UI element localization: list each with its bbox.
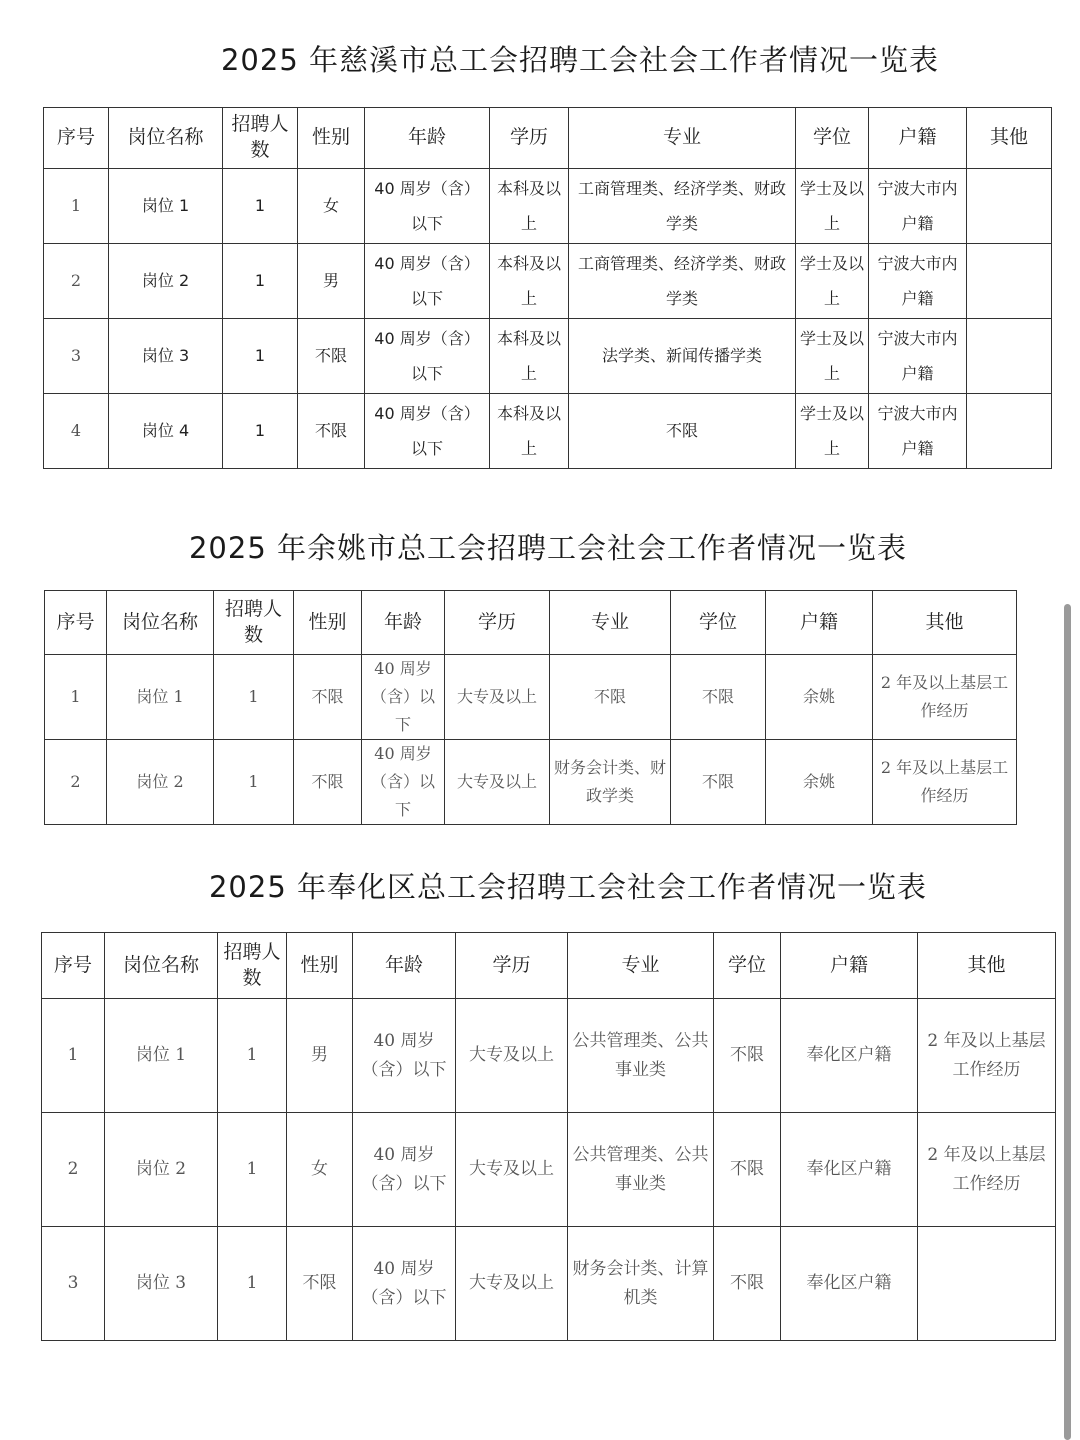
table-cell: 余姚 <box>766 655 873 740</box>
header-cell: 户籍 <box>766 591 873 655</box>
table-cell: 40 周岁（含）以下 <box>365 319 490 394</box>
table-cell: 2 年及以上基层工作经历 <box>918 1113 1056 1227</box>
table-cell: 工商管理类、经济学类、财政学类 <box>569 244 796 319</box>
table-cell: 宁波大市内户籍 <box>869 244 967 319</box>
table-cell: 1 <box>223 169 298 244</box>
table-row <box>44 244 1052 319</box>
table-row <box>42 1113 1056 1227</box>
header-cell: 序号 <box>44 108 109 169</box>
table-cell: 40 周岁（含）以下 <box>362 740 445 825</box>
header-cell: 性别 <box>287 933 353 999</box>
header-cell: 学历 <box>445 591 550 655</box>
header-cell: 学位 <box>714 933 781 999</box>
table-cell <box>967 169 1052 244</box>
table-cell: 大专及以上 <box>445 655 550 740</box>
table-cell: 1 <box>44 169 109 244</box>
table-cell: 公共管理类、公共事业类 <box>568 1113 714 1227</box>
table-cell: 财务会计类、财政学类 <box>550 740 671 825</box>
header-cell: 性别 <box>294 591 362 655</box>
table-header-row <box>44 108 1052 169</box>
table-cell: 40 周岁（含）以下 <box>353 999 456 1113</box>
header-cell: 学历 <box>456 933 568 999</box>
table-cell: 本科及以上 <box>490 244 569 319</box>
table-cell: 公共管理类、公共事业类 <box>568 999 714 1113</box>
vertical-scrollbar[interactable] <box>1064 604 1071 1440</box>
table-cell: 学士及以上 <box>796 244 869 319</box>
table-header-row <box>42 933 1056 999</box>
table-cell <box>967 319 1052 394</box>
table-cell: 岗位 1 <box>109 169 223 244</box>
table-cell: 2 <box>44 244 109 319</box>
table-title: 2025 年慈溪市总工会招聘工会社会工作者情况一览表 <box>220 43 940 77</box>
table-cell: 40 周岁（含）以下 <box>353 1113 456 1227</box>
table-cell: 3 <box>42 1227 105 1341</box>
table-cell: 40 周岁（含）以下 <box>362 655 445 740</box>
table-cell: 1 <box>218 1227 287 1341</box>
header-cell: 户籍 <box>869 108 967 169</box>
table-cell: 4 <box>44 394 109 469</box>
header-cell: 招聘人数 <box>214 591 294 655</box>
header-cell: 专业 <box>569 108 796 169</box>
recruitment-table <box>41 932 1056 1341</box>
table-cell: 法学类、新闻传播学类 <box>569 319 796 394</box>
header-cell: 其他 <box>873 591 1017 655</box>
header-cell: 岗位名称 <box>105 933 218 999</box>
table-cell: 1 <box>223 244 298 319</box>
header-cell: 序号 <box>42 933 105 999</box>
table-header-row <box>45 591 1017 655</box>
table-cell: 宁波大市内户籍 <box>869 169 967 244</box>
table-cell: 40 周岁（含）以下 <box>365 394 490 469</box>
table-cell: 不限 <box>714 1227 781 1341</box>
table-cell: 余姚 <box>766 740 873 825</box>
header-cell: 专业 <box>550 591 671 655</box>
table-cell: 不限 <box>714 1113 781 1227</box>
table-cell: 不限 <box>714 999 781 1113</box>
table-cell: 3 <box>44 319 109 394</box>
table-cell: 岗位 3 <box>109 319 223 394</box>
table-cell: 不限 <box>550 655 671 740</box>
header-cell: 学位 <box>796 108 869 169</box>
table-cell: 宁波大市内户籍 <box>869 319 967 394</box>
table-cell: 40 周岁（含）以下 <box>365 244 490 319</box>
table-cell: 岗位 1 <box>107 655 214 740</box>
table-cell: 岗位 3 <box>105 1227 218 1341</box>
table-row <box>44 394 1052 469</box>
header-cell: 户籍 <box>781 933 918 999</box>
table-cell: 大专及以上 <box>456 1113 568 1227</box>
table-cell: 学士及以上 <box>796 169 869 244</box>
table-cell: 岗位 2 <box>105 1113 218 1227</box>
table-title: 2025 年余姚市总工会招聘工会社会工作者情况一览表 <box>188 531 908 565</box>
table-cell: 本科及以上 <box>490 169 569 244</box>
table-cell: 奉化区户籍 <box>781 1113 918 1227</box>
header-cell: 学位 <box>671 591 766 655</box>
table-cell: 本科及以上 <box>490 394 569 469</box>
table-cell: 大专及以上 <box>445 740 550 825</box>
table-cell: 本科及以上 <box>490 319 569 394</box>
table-row <box>44 319 1052 394</box>
table-cell: 2 <box>45 740 107 825</box>
table-cell: 1 <box>223 319 298 394</box>
table-cell: 2 年及以上基层工作经历 <box>918 999 1056 1113</box>
table-cell: 1 <box>214 655 294 740</box>
table-cell: 2 年及以上基层工作经历 <box>873 655 1017 740</box>
table-row <box>44 169 1052 244</box>
header-cell: 专业 <box>568 933 714 999</box>
header-cell: 其他 <box>918 933 1056 999</box>
recruitment-table <box>44 590 1017 825</box>
table-row <box>42 1227 1056 1341</box>
table-title: 2025 年奉化区总工会招聘工会社会工作者情况一览表 <box>208 870 928 904</box>
header-cell: 学历 <box>490 108 569 169</box>
header-cell: 岗位名称 <box>109 108 223 169</box>
table-row <box>45 655 1017 740</box>
table-cell: 学士及以上 <box>796 319 869 394</box>
header-cell: 其他 <box>967 108 1052 169</box>
table-cell: 大专及以上 <box>456 999 568 1113</box>
table-row <box>45 740 1017 825</box>
table-cell <box>967 394 1052 469</box>
table-cell: 不限 <box>294 655 362 740</box>
table-cell: 2 年及以上基层工作经历 <box>873 740 1017 825</box>
table-cell: 工商管理类、经济学类、财政学类 <box>569 169 796 244</box>
table-row <box>42 999 1056 1113</box>
table-cell: 不限 <box>671 655 766 740</box>
table-cell: 1 <box>218 1113 287 1227</box>
table-cell: 岗位 2 <box>107 740 214 825</box>
table-cell: 岗位 2 <box>109 244 223 319</box>
table-cell: 2 <box>42 1113 105 1227</box>
table-cell: 岗位 4 <box>109 394 223 469</box>
header-cell: 序号 <box>45 591 107 655</box>
header-cell: 年龄 <box>365 108 490 169</box>
table-cell <box>967 244 1052 319</box>
table-cell: 奉化区户籍 <box>781 1227 918 1341</box>
table-cell: 大专及以上 <box>456 1227 568 1341</box>
header-cell: 年龄 <box>353 933 456 999</box>
table-cell: 宁波大市内户籍 <box>869 394 967 469</box>
table-cell: 不限 <box>294 740 362 825</box>
table-cell: 女 <box>298 169 365 244</box>
table-cell: 岗位 1 <box>105 999 218 1113</box>
header-cell: 招聘人数 <box>218 933 287 999</box>
header-cell: 年龄 <box>362 591 445 655</box>
table-cell: 财务会计类、计算机类 <box>568 1227 714 1341</box>
table-cell: 1 <box>223 394 298 469</box>
table-cell: 1 <box>218 999 287 1113</box>
table-cell: 女 <box>287 1113 353 1227</box>
table-cell: 40 周岁（含）以下 <box>353 1227 456 1341</box>
table-cell: 1 <box>42 999 105 1113</box>
table-cell: 不限 <box>671 740 766 825</box>
table-cell: 1 <box>45 655 107 740</box>
table-cell: 40 周岁（含）以下 <box>365 169 490 244</box>
table-cell: 1 <box>214 740 294 825</box>
header-cell: 招聘人数 <box>223 108 298 169</box>
recruitment-table <box>43 107 1052 469</box>
table-cell: 奉化区户籍 <box>781 999 918 1113</box>
table-cell: 不限 <box>298 394 365 469</box>
header-cell: 岗位名称 <box>107 591 214 655</box>
table-cell: 男 <box>287 999 353 1113</box>
table-cell: 男 <box>298 244 365 319</box>
table-cell: 不限 <box>287 1227 353 1341</box>
table-cell: 不限 <box>298 319 365 394</box>
table-cell: 不限 <box>569 394 796 469</box>
header-cell: 性别 <box>298 108 365 169</box>
table-cell: 学士及以上 <box>796 394 869 469</box>
table-cell <box>918 1227 1056 1341</box>
